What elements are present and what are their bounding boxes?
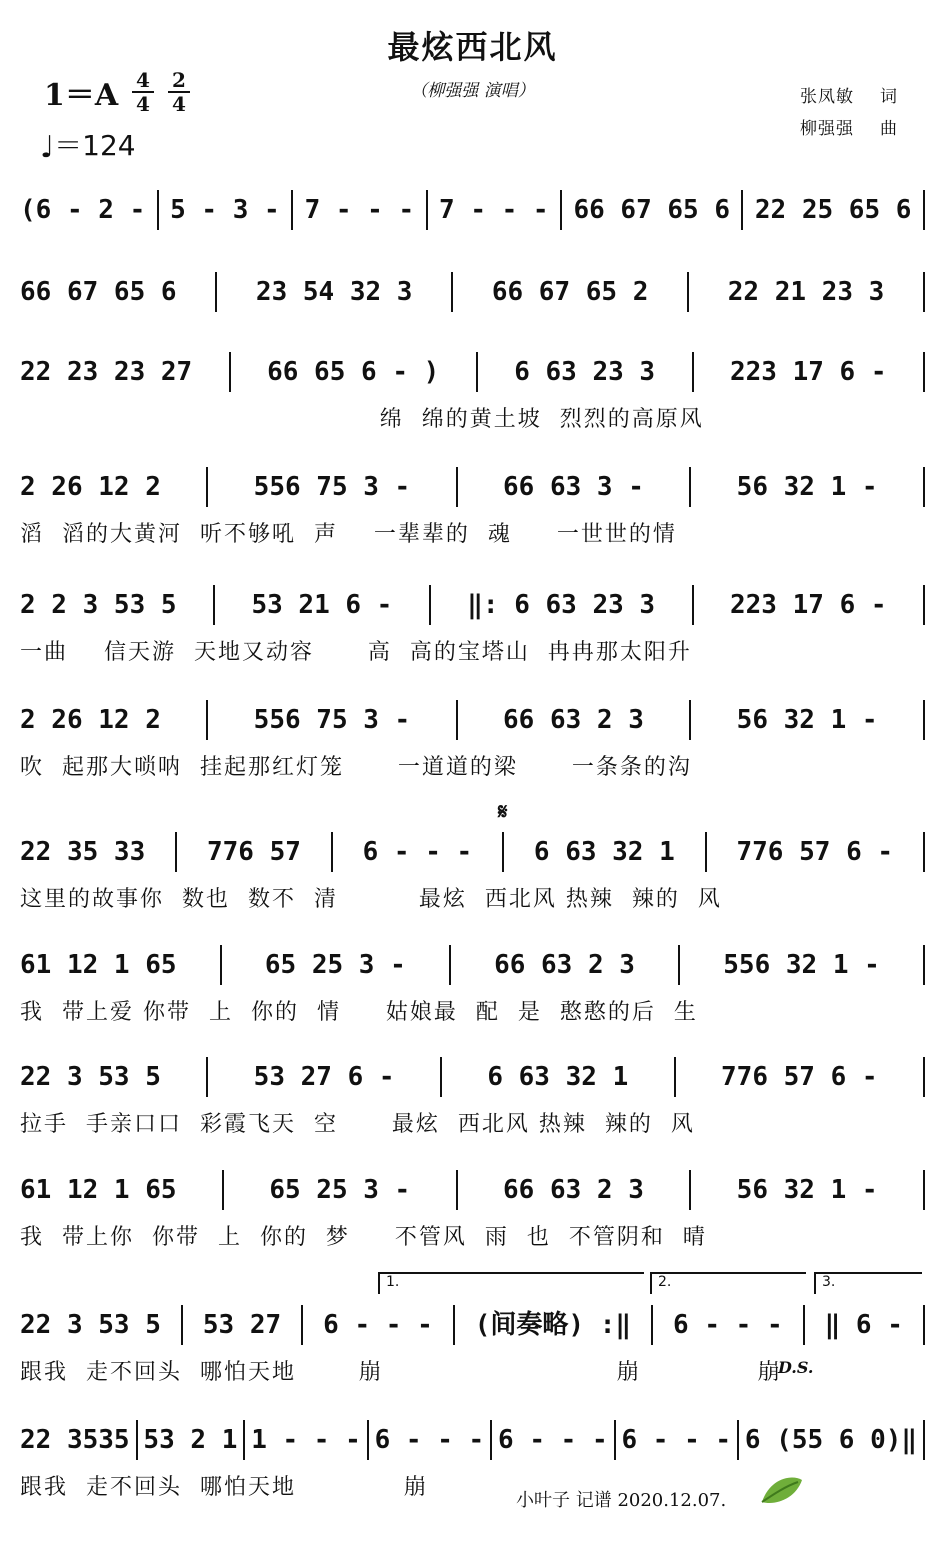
lyric-line: 一曲 信天游 天地又动容 高 高的宝塔山 冉冉那太阳升 [20, 640, 692, 665]
barline [923, 352, 925, 392]
measure: 66 63 3 - [503, 472, 644, 502]
barline [456, 1170, 458, 1210]
measure: 66 65 6 - ) [267, 357, 440, 387]
barline [923, 832, 925, 872]
time-signature-2-4: 2 4 [166, 70, 192, 114]
notation-row [20, 270, 925, 314]
measure: 53 21 6 - [251, 590, 393, 620]
measure: 53 2 1 [143, 1425, 238, 1455]
measure: 6 - - - [498, 1425, 608, 1455]
barline [923, 1057, 925, 1097]
barline [923, 467, 925, 507]
measure: 6 (55 6 0)‖ [744, 1425, 918, 1455]
notation-row [20, 1303, 925, 1347]
barline [206, 1057, 208, 1097]
measure: 6 - - - [374, 1425, 485, 1455]
score-line [20, 830, 925, 912]
measure: 7 - - - [304, 195, 415, 225]
segno-sign: 𝄋 [498, 800, 508, 825]
barline [689, 1170, 691, 1210]
barline [301, 1305, 303, 1345]
measure: 65 25 3 - [269, 1175, 411, 1205]
notation-row [20, 1055, 925, 1099]
measure: 5 - 3 - [170, 195, 280, 225]
notation-row [20, 465, 925, 509]
barline [426, 190, 428, 230]
measure: 1 - - - [251, 1425, 361, 1455]
barline [291, 190, 293, 230]
measure: 22 3 53 5 [20, 1310, 161, 1340]
lyricist-credit: 张凤敏 词 [800, 87, 898, 107]
barline [692, 352, 694, 392]
notation-row [20, 1418, 925, 1462]
barline [440, 1057, 442, 1097]
measure: 53 27 6 - [253, 1062, 395, 1092]
measure: 556 32 1 - [723, 950, 880, 980]
barline [449, 945, 451, 985]
score-line [20, 943, 925, 1025]
measure: 7 - - - [439, 195, 549, 225]
barline [692, 585, 694, 625]
barline [456, 467, 458, 507]
performer-credit: （柳强强 演唱） [410, 81, 535, 101]
barline [689, 700, 691, 740]
score-line [20, 583, 925, 665]
score-line [20, 698, 925, 780]
notation-row [20, 830, 925, 874]
barline [923, 190, 925, 230]
score-line [20, 1168, 925, 1250]
measure: 223 17 6 - [729, 357, 887, 387]
barline [367, 1420, 369, 1460]
lyric-line: 我 带上爱 你带 上 你的 情 姑娘最 配 是 憨憨的后 生 [20, 1000, 698, 1025]
measure: 66 67 65 2 [491, 277, 649, 307]
score-line [20, 188, 925, 232]
notation-row [20, 1168, 925, 1212]
measure: 65 25 3 - [264, 950, 406, 980]
measure: 56 32 1 - [736, 705, 878, 735]
measure: 2 2 3 53 5 [20, 590, 177, 620]
score-line [20, 1055, 925, 1137]
measure: 6 63 32 1 [533, 837, 675, 867]
measure: 6 - - - [362, 837, 473, 867]
volta-2: 2. [650, 1272, 806, 1294]
lyric-line: 我 带上你 你带 上 你的 梦 不管风 雨 也 不管阴和 晴 [20, 1225, 707, 1250]
barline [705, 832, 707, 872]
barline [222, 1170, 224, 1210]
measure: 6 - - - [621, 1425, 732, 1455]
barline [175, 832, 177, 872]
barline [560, 190, 562, 230]
lyric-line: 滔 滔的大黄河 听不够吼 声 一辈辈的 魂 一世世的情 [20, 522, 677, 547]
measure: 56 32 1 - [736, 472, 878, 502]
measure: 61 12 1 65 [20, 950, 177, 980]
volta-3: 3. [814, 1272, 922, 1294]
composer-credit: 柳强强 曲 [800, 119, 898, 139]
lyric-line: 这里的故事你 数也 数不 清 最炫 西北风 热辣 辣的 风 [20, 887, 722, 912]
barline [456, 700, 458, 740]
barline [678, 945, 680, 985]
barline [429, 585, 431, 625]
measure: 6 - - - [323, 1310, 433, 1340]
barline [687, 272, 689, 312]
measure: 776 57 [206, 837, 301, 867]
barline [229, 352, 231, 392]
tempo-mark: ♩＝124 [40, 129, 136, 165]
notation-row [20, 583, 925, 627]
barline [502, 832, 504, 872]
barline [923, 1170, 925, 1210]
measure: 22 3 53 5 [20, 1062, 161, 1092]
measure: 6 63 32 1 [487, 1062, 629, 1092]
measure: 556 75 3 - [253, 705, 411, 735]
measure: 6 - - - [673, 1310, 783, 1340]
measure: ‖: 6 63 23 3 [467, 590, 656, 620]
barline [737, 1420, 739, 1460]
measure: (6 - 2 - [20, 195, 146, 225]
notation-row [20, 188, 925, 232]
notation-row [20, 350, 925, 394]
barline [213, 585, 215, 625]
measure: 53 27 [202, 1310, 282, 1340]
score-title: 最炫西北风 [387, 28, 558, 66]
measure: 66 67 65 6 [20, 277, 177, 307]
notation-row [20, 698, 925, 742]
barline [206, 467, 208, 507]
measure: 66 63 2 3 [503, 705, 644, 735]
score-line [20, 1418, 925, 1500]
barline [923, 272, 925, 312]
barline [220, 945, 222, 985]
barline [215, 272, 217, 312]
measure: 22 3535 [20, 1425, 130, 1455]
measure: 56 32 1 - [736, 1175, 878, 1205]
ds-mark: D.S. [778, 1358, 814, 1377]
barline [614, 1420, 616, 1460]
measure: 776 57 6 - [736, 837, 894, 867]
barline [157, 190, 159, 230]
barline [451, 272, 453, 312]
lyric-line: 跟我 走不回头 哪怕天地 崩 崩 崩 [20, 1360, 782, 1385]
score-line [20, 350, 925, 432]
measure: 776 57 6 - [721, 1062, 878, 1092]
barline [136, 1420, 138, 1460]
lyric-line: 拉手 手亲口口 彩霞飞天 空 最炫 西北风 热辣 辣的 风 [20, 1112, 695, 1137]
measure: 66 67 65 6 [573, 195, 731, 225]
barline [803, 1305, 805, 1345]
measure: 61 12 1 65 [20, 1175, 177, 1205]
notation-row [20, 943, 925, 987]
barline [923, 1420, 925, 1460]
measure: 22 23 23 27 [20, 357, 193, 387]
time-signature-4-4: 4 4 [130, 70, 156, 114]
barline [689, 467, 691, 507]
measure: 22 35 33 [20, 837, 146, 867]
key-signature: 1＝A [44, 78, 119, 113]
score-line [20, 465, 925, 547]
barline [206, 700, 208, 740]
quarter-note-icon: ♩ [40, 130, 55, 165]
barline [651, 1305, 653, 1345]
measure: 23 54 32 3 [255, 277, 413, 307]
volta-1: 1. [378, 1272, 644, 1294]
lyric-line: 跟我 走不回头 哪怕天地 崩 [20, 1475, 428, 1500]
measure: (间奏略) :‖ [474, 1310, 632, 1340]
barline [923, 585, 925, 625]
measure: 2 26 12 2 [20, 705, 161, 735]
barline [923, 945, 925, 985]
score-line [20, 270, 925, 314]
barline [923, 700, 925, 740]
leaf-icon [758, 1472, 806, 1508]
measure: 22 21 23 3 [727, 277, 885, 307]
barline [741, 190, 743, 230]
barline [243, 1420, 245, 1460]
transcriber-footer: 小叶子 记谱 2020.12.07. [516, 1490, 727, 1511]
barline [331, 832, 333, 872]
measure: 6 63 23 3 [514, 357, 656, 387]
barline [674, 1057, 676, 1097]
measure: 2 26 12 2 [20, 472, 161, 502]
measure: 223 17 6 - [730, 590, 887, 620]
barline [923, 1305, 925, 1345]
barline [181, 1305, 183, 1345]
measure: 66 63 2 3 [503, 1175, 644, 1205]
barline [453, 1305, 455, 1345]
lyric-line: 吹 起那大唢呐 挂起那红灯笼 一道道的梁 一条条的沟 [20, 755, 692, 780]
lyric-line: 绵 绵的黄土坡 烈烈的高原风 [20, 407, 704, 432]
measure: 66 63 2 3 [494, 950, 635, 980]
measure: ‖ 6 - [824, 1310, 903, 1340]
barline [476, 352, 478, 392]
barline [490, 1420, 492, 1460]
measure: 556 75 3 - [253, 472, 411, 502]
measure: 22 25 65 6 [754, 195, 912, 225]
